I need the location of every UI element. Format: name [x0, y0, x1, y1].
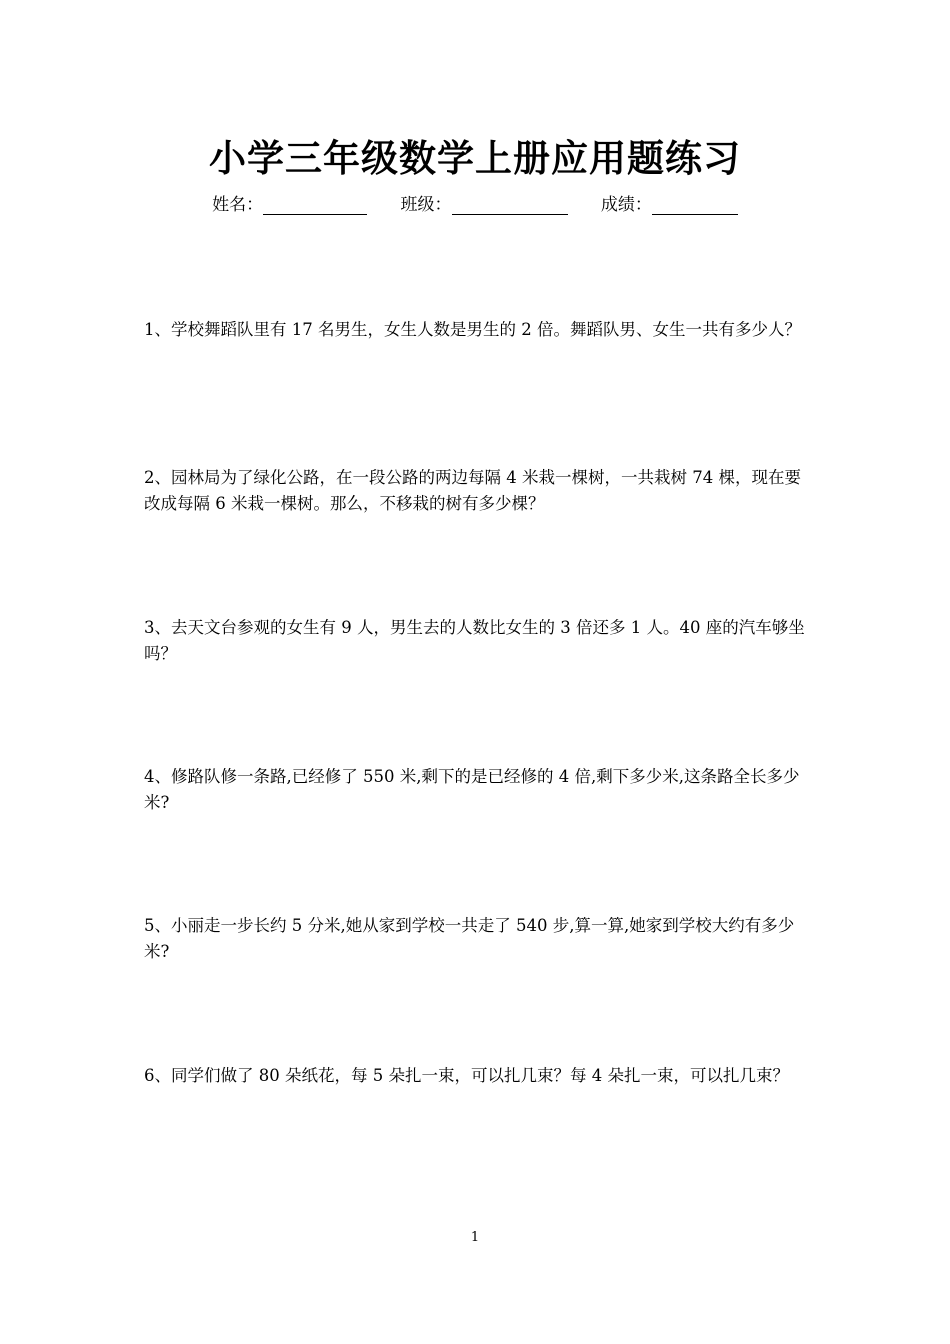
- class-label: 班级：: [400, 195, 452, 215]
- class-blank: [452, 196, 568, 215]
- worksheet-title: 小学三年级数学上册应用题练习: [209, 137, 741, 180]
- question-6: 6、同学们做了 80 朵纸花，每 5 朵扎一束，可以扎几束？每 4 朵扎一束，可以扎几束？: [144, 1066, 789, 1085]
- question-3: 3、去天文台参观的女生有 9 人，男生去的人数比女生的 3 倍还多 1 人。40 座的汽车够坐吗？: [144, 618, 805, 663]
- question-5: 5、小丽走一步长约 5 分米,她从家到学校一共走了 540 步,算一算,她家到学校大约有多少米?: [144, 916, 795, 961]
- name-label: 姓名：: [212, 195, 264, 215]
- name-field: [212, 190, 367, 215]
- score-field: [601, 190, 738, 215]
- name-blank: [263, 196, 367, 215]
- class-field: [401, 190, 568, 215]
- score-blank: [652, 196, 738, 215]
- score-label: 成绩：: [600, 195, 652, 215]
- page-number: 1: [470, 1230, 480, 1245]
- question-1: 1、学校舞蹈队里有 17 名男生，女生人数是男生的 2 倍。舞蹈队男、女生一共有多少人？: [144, 320, 801, 339]
- student-info-row: [0, 190, 950, 215]
- question-4: 4、修路队修一条路,已经修了 550 米,剩下的是已经修的 4 倍,剩下多少米,这条路全长多少米?: [144, 767, 800, 812]
- question-2: 2、园林局为了绿化公路，在一段公路的两边每隔 4 米栽一棵树，一共栽树 74 棵，现在要改成每隔 6 米栽一棵树。那么，不移栽的树有多少棵？: [144, 468, 801, 513]
